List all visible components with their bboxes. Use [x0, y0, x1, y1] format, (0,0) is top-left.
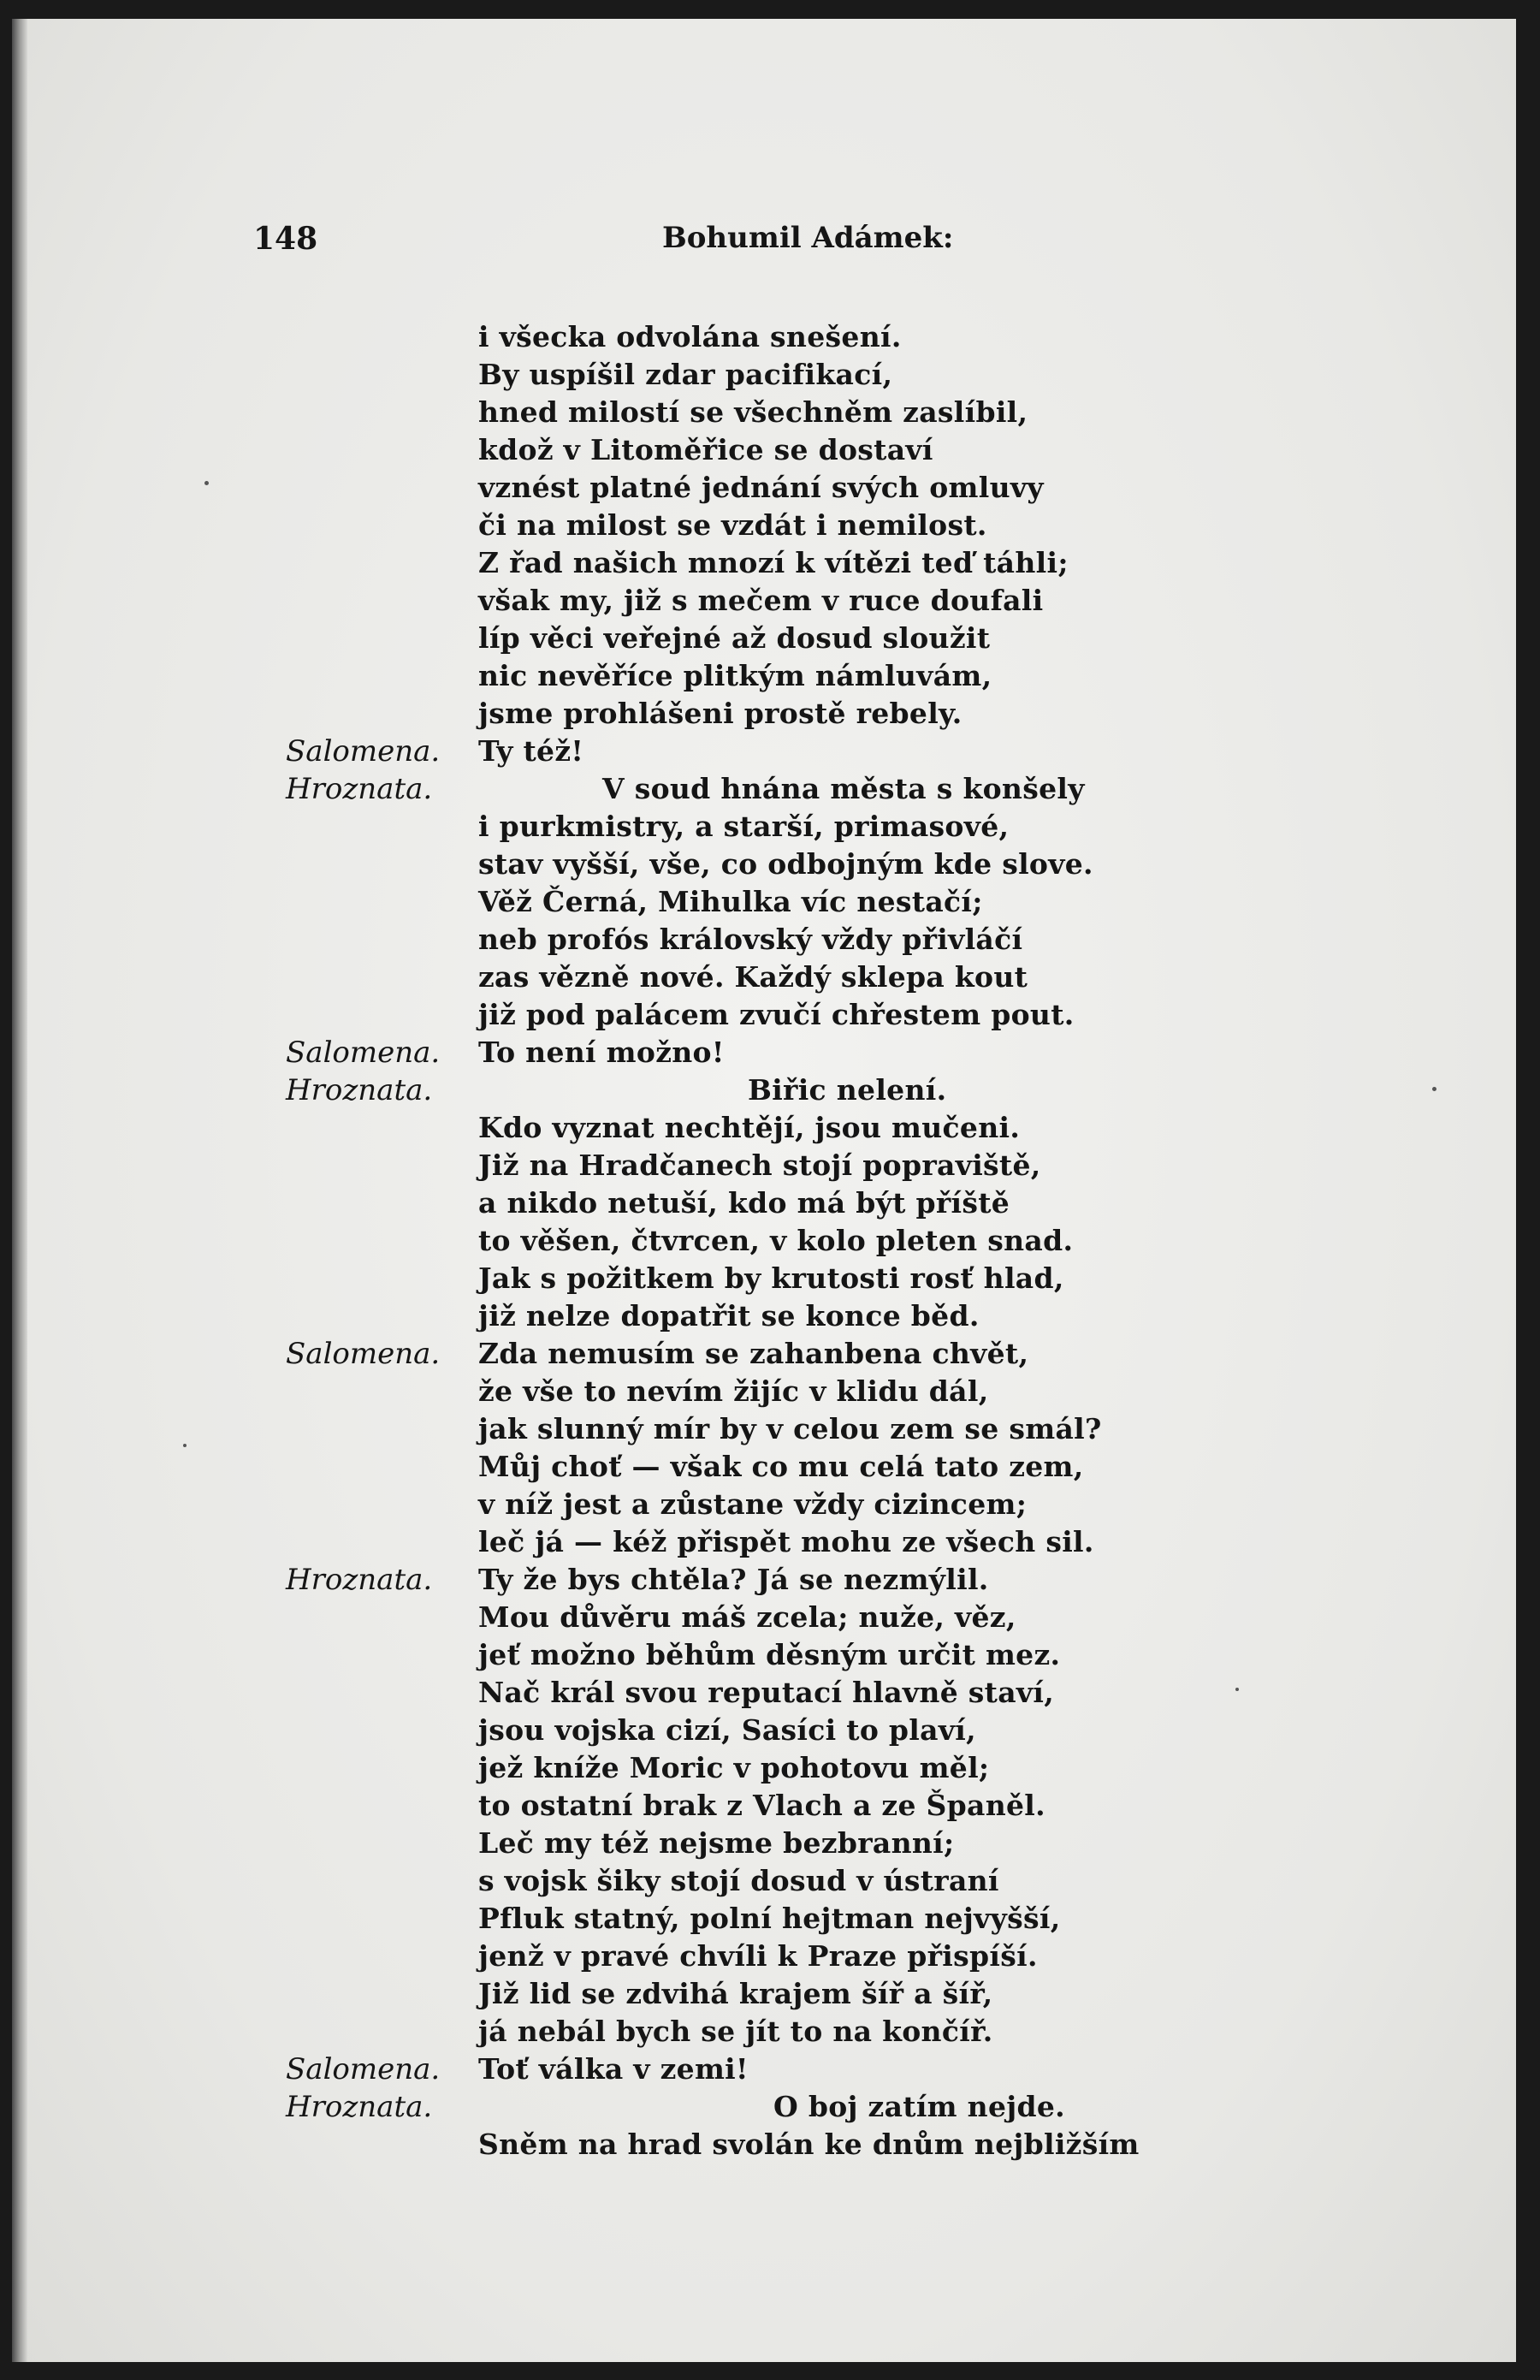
verse-line-text: Z řad našich mnozí k vítězi teď táhli; [478, 546, 1069, 579]
verse-line-text: Pfluk statný, polní hejtman nejvyšší, [478, 1902, 1061, 1935]
verse-line [12, 1260, 1516, 1297]
verse-line [12, 431, 1516, 469]
verse-line-text: a nikdo netuší, kdo má být příště [478, 1186, 1010, 1220]
verse-line [12, 921, 1516, 959]
verse-line-text: O boj zatím nejde. [773, 2090, 1065, 2123]
verse-line [12, 2013, 1516, 2051]
verse-line [12, 1410, 1516, 1448]
verse-line [12, 318, 1516, 356]
verse-line-text: Zda nemusím se zahanbena chvět, [478, 1337, 1029, 1370]
verse-line-text: jenž v pravé chvíli k Praze přispíší. [478, 1939, 1038, 1973]
verse-line [12, 1825, 1516, 1862]
print-speck [1432, 1087, 1436, 1091]
verse-line [12, 1975, 1516, 2013]
verse-line-text: jsou vojska cizí, Sasíci to plaví, [478, 1713, 976, 1747]
verse-line-text: Jak s požitkem by krutosti rosť hlad, [478, 1261, 1064, 1295]
verse-line [12, 1674, 1516, 1712]
verse-line [12, 1486, 1516, 1523]
verse-line-text: však my, již s mečem v ruce doufali [478, 584, 1044, 617]
verse-line [12, 959, 1516, 996]
verse-line-text: Můj choť — však co mu celá tato zem, [478, 1450, 1084, 1483]
verse-line [12, 544, 1516, 582]
verse-line-text: již nelze dopatřit se konce běd. [478, 1299, 980, 1332]
verse-line-text: hned milostí se všechněm zaslíbil, [478, 395, 1028, 429]
verse-line-text: líp věci veřejné až dosud sloužit [478, 621, 991, 655]
verse-line-text: V soud hnána města s konšely [602, 772, 1085, 805]
verse-line [12, 657, 1516, 695]
verse-line-text: Leč my též nejsme bezbranní; [478, 1826, 955, 1860]
verse-line-text: či na milost se vzdát i nemilost. [478, 508, 987, 542]
verse-line [12, 1222, 1516, 1260]
speaker-name: Hroznata. [286, 1563, 433, 1597]
verse-line [12, 1749, 1516, 1787]
verse-line-text: Sněm na hrad svolán ke dnům nejbližším [478, 2128, 1140, 2161]
verse-line [12, 1636, 1516, 1674]
verse-line-text: Ty též! [478, 734, 584, 768]
print-speck [183, 1444, 187, 1447]
verse-line-text: nic nevěříce plitkým námluvám, [478, 659, 992, 692]
verse-line [12, 770, 1516, 808]
verse-line-text: již pod palácem zvučí chřestem pout. [478, 998, 1075, 1031]
verse-line [12, 469, 1516, 507]
speaker-name: Salomena. [286, 2052, 441, 2086]
verse-line [12, 1787, 1516, 1825]
verse-line [12, 582, 1516, 620]
verse-line-text: Kdo vyznat nechtějí, jsou mučeni. [478, 1111, 1021, 1144]
verse-line [12, 1335, 1516, 1373]
verse-line-text: Biřic nelení. [748, 1073, 947, 1107]
verse-line-text: jak slunný mír by v celou zem se smál? [478, 1412, 1102, 1445]
verse-line [12, 883, 1516, 921]
verse-line-text: jeť možno běhům děsným určit mez. [478, 1638, 1061, 1671]
verse-line [12, 1599, 1516, 1636]
page-number: 148 [253, 221, 318, 257]
verse-line-text: Věž Černá, Mihulka víc nestačí; [478, 885, 983, 918]
verse-line [12, 808, 1516, 846]
verse-line-text: zas vězně nové. Každý sklepa kout [478, 960, 1028, 994]
verse-line [12, 1373, 1516, 1410]
print-speck [1235, 1688, 1239, 1691]
verse-line [12, 733, 1516, 770]
verse-line-text: By uspíšil zdar pacifikací, [478, 358, 893, 391]
verse-line [12, 507, 1516, 544]
verse-line [12, 2088, 1516, 2126]
verse-line-text: Toť válka v zemi! [478, 2052, 749, 2086]
verse-line-text: to věšen, čtvrcen, v kolo pleten snad. [478, 1224, 1074, 1257]
speaker-name: Salomena. [286, 1036, 441, 1070]
speaker-name: Salomena. [286, 734, 441, 769]
verse-line-text: Již lid se zdvihá krajem šíř a šíř, [478, 1977, 993, 2010]
verse-line-text: i všecka odvolána snešení. [478, 320, 902, 353]
print-speck [204, 481, 209, 485]
verse-line [12, 1523, 1516, 1561]
verse-line-text: To není možno! [478, 1036, 725, 1069]
verse-line-text: vznést platné jednání svých omluvy [478, 471, 1044, 504]
verse-line-text: kdož v Litoměřice se dostaví [478, 433, 933, 466]
verse-line-text: v níž jest a zůstane vždy cizincem; [478, 1487, 1028, 1521]
verse-line [12, 1448, 1516, 1486]
book-page [12, 19, 1516, 2362]
verse-line [12, 356, 1516, 394]
verse-line [12, 1109, 1516, 1147]
verse-line [12, 2126, 1516, 2163]
verse-line [12, 1561, 1516, 1599]
verse-line [12, 1147, 1516, 1184]
verse-line-text: s vojsk šiky stojí dosud v ústraní [478, 1864, 999, 1897]
verse-line [12, 1184, 1516, 1222]
verse-line [12, 1071, 1516, 1109]
verse-line-text: to ostatní brak z Vlach a ze Španěl. [478, 1789, 1045, 1822]
verse-line [12, 695, 1516, 733]
verse-line-text: i purkmistry, a starší, primasové, [478, 810, 1010, 843]
verse-line [12, 2051, 1516, 2088]
verse-line [12, 1900, 1516, 1938]
verse-line [12, 1712, 1516, 1749]
verse-line-text: jež kníže Moric v pohotovu měl; [478, 1751, 990, 1784]
verse-line [12, 620, 1516, 657]
verse-text [12, 318, 1516, 2163]
verse-line-text: Mou důvěru máš zcela; nuže, věz, [478, 1600, 1016, 1634]
verse-line-text: já nebál bych se jít to na končíř. [478, 2015, 993, 2048]
verse-line [12, 1862, 1516, 1900]
running-head: Bohumil Adámek: [662, 221, 954, 255]
verse-line-text: leč já — kéž přispět mohu ze všech sil. [478, 1525, 1094, 1558]
verse-line [12, 1034, 1516, 1071]
speaker-name: Hroznata. [286, 2090, 433, 2124]
speaker-name: Hroznata. [286, 772, 433, 806]
verse-line-text: Již na Hradčanech stojí popraviště, [478, 1148, 1041, 1182]
verse-line [12, 394, 1516, 431]
verse-line-text: že vše to nevím žijíc v klidu dál, [478, 1374, 989, 1408]
verse-line-text: Ty že bys chtěla? Já se nezmýlil. [478, 1563, 989, 1596]
verse-line [12, 1297, 1516, 1335]
page-header [12, 221, 1516, 264]
verse-line-text: stav vyšší, vše, co odbojným kde slove. [478, 847, 1093, 881]
speaker-name: Salomena. [286, 1337, 441, 1371]
verse-line [12, 846, 1516, 883]
speaker-name: Hroznata. [286, 1073, 433, 1107]
verse-line-text: Nač král svou reputací hlavně staví, [478, 1676, 1054, 1709]
verse-line [12, 996, 1516, 1034]
verse-line-text: jsme prohlášeni prostě rebely. [478, 697, 962, 730]
verse-line [12, 1938, 1516, 1975]
verse-line-text: neb profós královský vždy přivláčí [478, 923, 1023, 956]
